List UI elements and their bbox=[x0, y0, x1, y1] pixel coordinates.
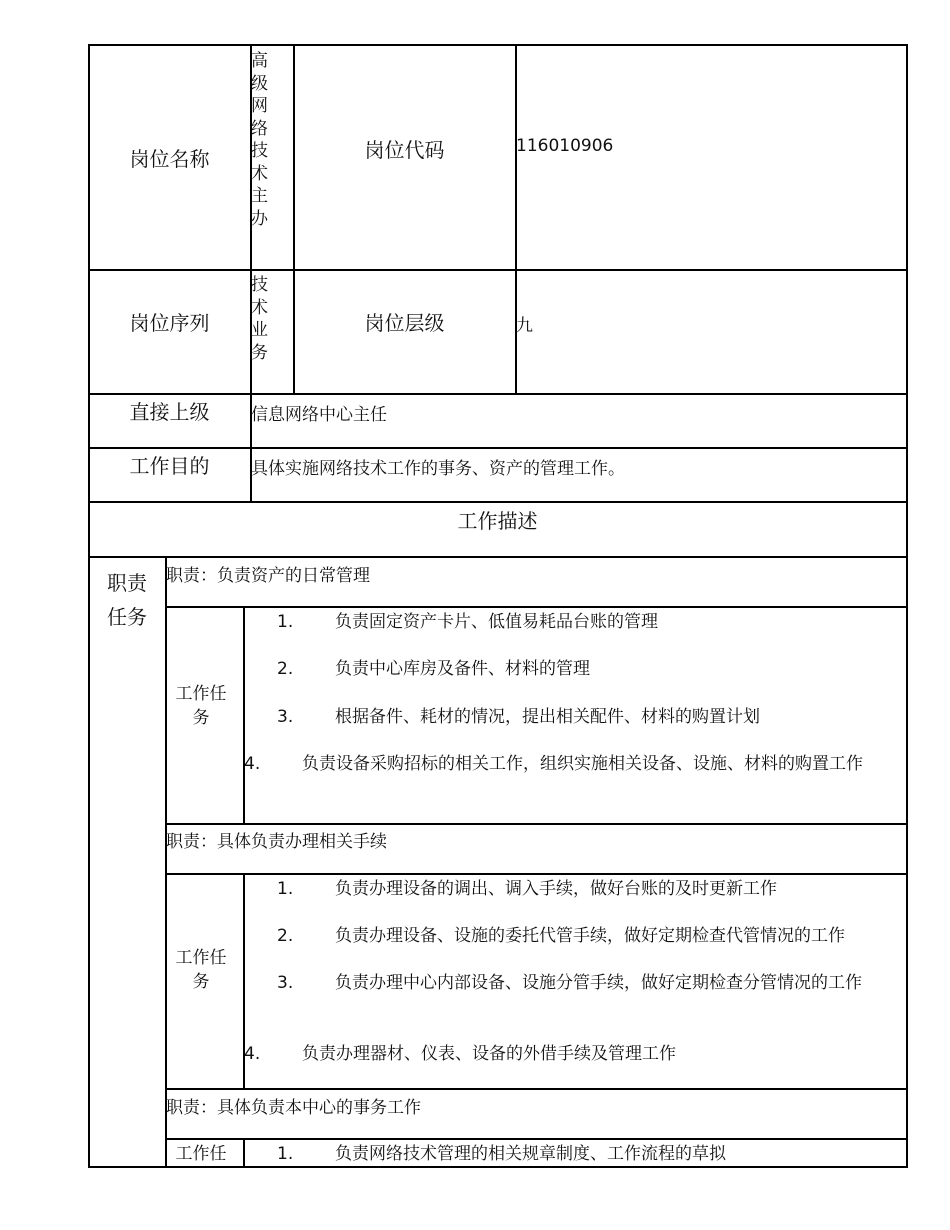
task-text: 负责办理中心内部设备、设施分管手续，做好定期检查分管情况的工作 bbox=[335, 973, 862, 993]
task-item bbox=[277, 878, 897, 900]
row-divider bbox=[165, 873, 907, 875]
description-header: 工作描述 bbox=[457, 508, 538, 533]
task-number: 1. bbox=[277, 612, 294, 632]
post-series-value: 技术业务 bbox=[251, 275, 268, 363]
col-divider bbox=[243, 1139, 245, 1167]
post-code-label: 岗位代码 bbox=[364, 137, 445, 162]
supervisor-value: 信息网络中心主任 bbox=[251, 405, 387, 425]
post-code-value: 116010906 bbox=[516, 136, 614, 156]
task-label: 工作任务 bbox=[175, 684, 227, 728]
post-level-label: 岗位层级 bbox=[364, 310, 445, 335]
task-label: 工作任务 bbox=[175, 948, 227, 992]
task-text: 负责中心库房及备件、材料的管理 bbox=[335, 659, 590, 679]
row-divider bbox=[165, 606, 907, 608]
duties-label bbox=[89, 566, 165, 634]
task-item bbox=[277, 1143, 897, 1165]
task-text: 根据备件、耗材的情况，提出相关配件、材料的购置计划 bbox=[335, 707, 760, 727]
col-divider bbox=[243, 606, 245, 824]
row-divider bbox=[88, 393, 907, 395]
row-divider bbox=[165, 823, 907, 825]
row-divider bbox=[88, 501, 907, 503]
post-series-label: 岗位序列 bbox=[129, 310, 210, 335]
duty-title: 职责：具体负责本中心的事务工作 bbox=[166, 1098, 421, 1118]
post-level-value: 九 bbox=[516, 316, 533, 336]
task-text: 负责固定资产卡片、低值易耗品台账的管理 bbox=[335, 612, 658, 632]
task-number: 3. bbox=[277, 973, 294, 993]
task-number: 2. bbox=[277, 926, 294, 946]
task-label: 工作任 bbox=[175, 1144, 227, 1164]
duties-label-line1: 职责 bbox=[107, 571, 147, 595]
task-number: 4. bbox=[244, 754, 261, 774]
task-text: 负责办理器材、仪表、设备的外借手续及管理工作 bbox=[302, 1044, 676, 1064]
task-text: 负责网络技术管理的相关规章制度、工作流程的草拟 bbox=[335, 1144, 726, 1164]
task-item bbox=[244, 1043, 899, 1065]
task-text: 负责设备采购招标的相关工作，组织实施相关设备、设施、材料的购置工作 bbox=[302, 754, 863, 774]
post-name-value: 高级网络技术主办 bbox=[251, 51, 268, 229]
task-item bbox=[277, 611, 897, 633]
row-divider bbox=[88, 447, 907, 449]
col-divider bbox=[515, 44, 517, 394]
col-divider bbox=[165, 556, 167, 1167]
row-divider bbox=[88, 556, 907, 558]
task-item bbox=[277, 706, 897, 728]
task-item bbox=[277, 925, 899, 947]
post-name-label: 岗位名称 bbox=[129, 146, 210, 171]
task-item bbox=[277, 972, 899, 994]
duty-title: 职责：负责资产的日常管理 bbox=[166, 566, 370, 586]
task-number: 1. bbox=[277, 1144, 294, 1164]
task-item bbox=[277, 658, 897, 680]
row-divider bbox=[165, 1138, 907, 1140]
row-divider bbox=[165, 1088, 907, 1090]
task-item bbox=[244, 752, 899, 776]
task-text: 负责办理设备、设施的委托代管手续，做好定期检查代管情况的工作 bbox=[335, 926, 845, 946]
purpose-label: 工作目的 bbox=[129, 453, 210, 478]
duty-title: 职责：具体负责办理相关手续 bbox=[166, 832, 387, 852]
task-number: 2. bbox=[277, 659, 294, 679]
purpose-value: 具体实施网络技术工作的事务、资产的管理工作。 bbox=[251, 459, 625, 479]
task-number: 4. bbox=[244, 1044, 261, 1064]
task-number: 1. bbox=[277, 879, 294, 899]
duties-label-line2: 任务 bbox=[107, 605, 147, 629]
table-border-bottom bbox=[88, 1166, 907, 1168]
task-text: 负责办理设备的调出、调入手续，做好台账的及时更新工作 bbox=[335, 879, 777, 899]
task-number: 3. bbox=[277, 707, 294, 727]
supervisor-label: 直接上级 bbox=[129, 399, 210, 424]
